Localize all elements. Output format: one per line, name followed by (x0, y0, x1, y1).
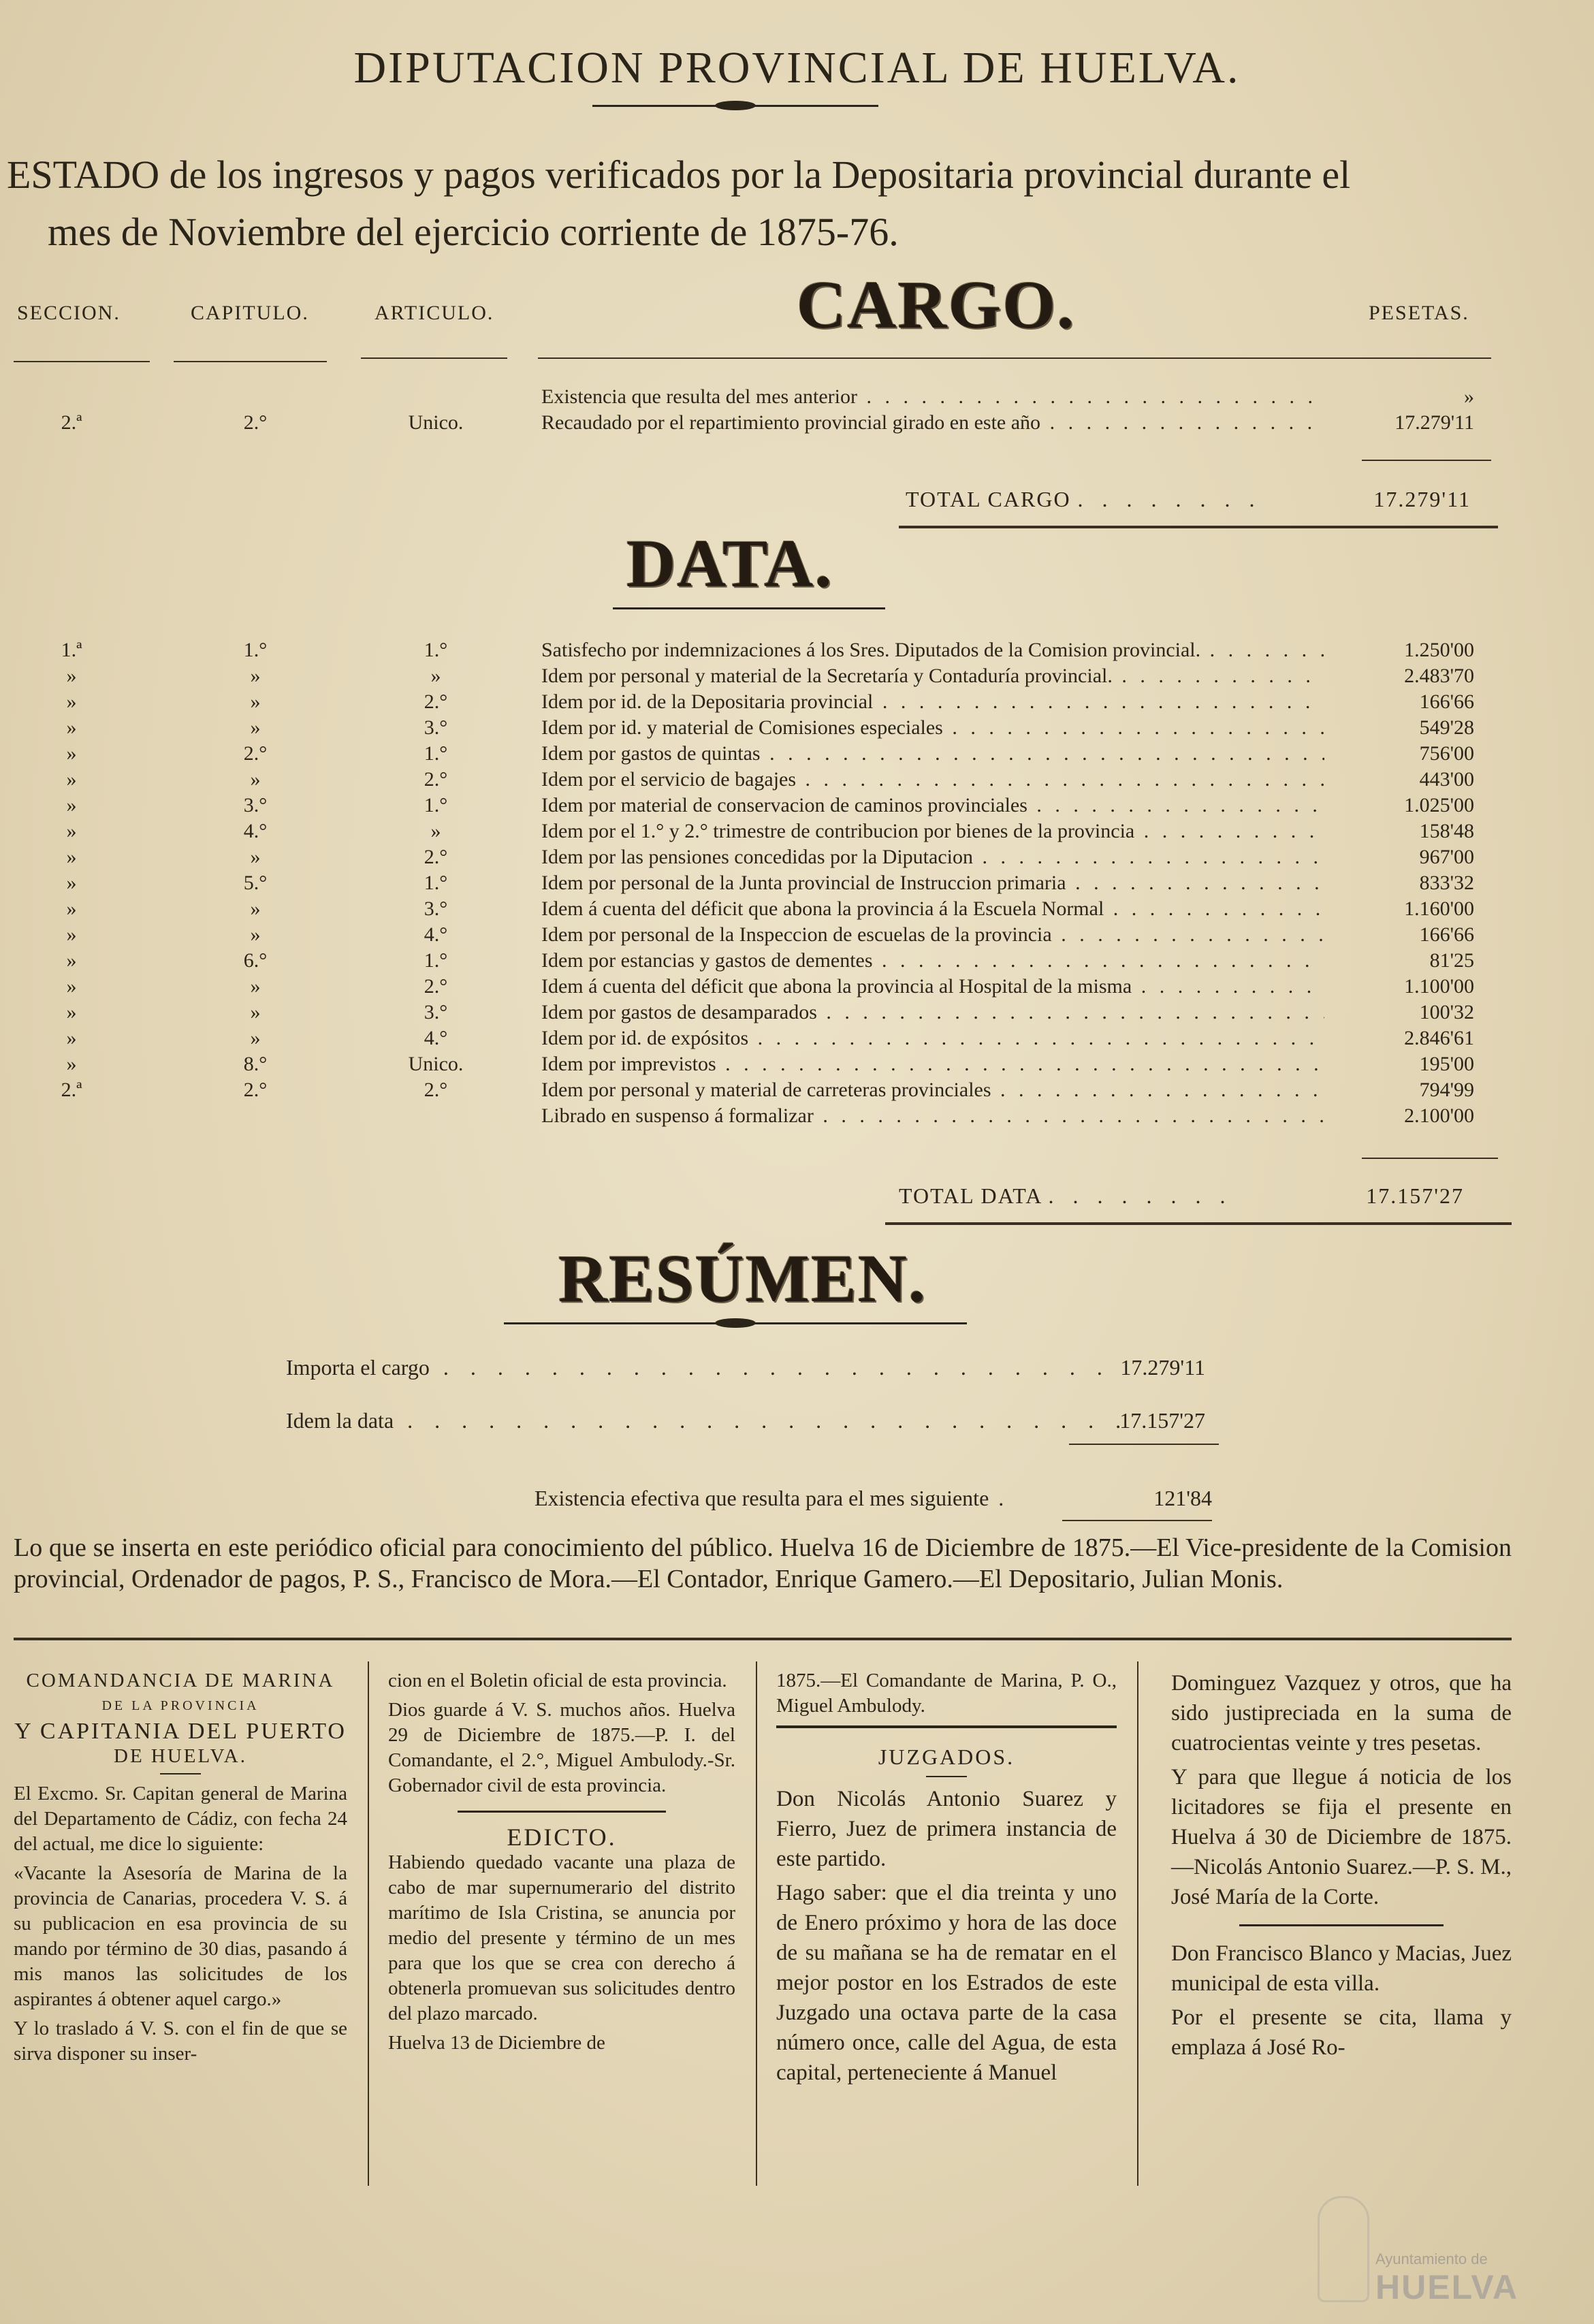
cell-importe: 166'66 (1419, 690, 1474, 713)
cell-importe: 158'48 (1419, 820, 1474, 842)
cell-concepto: Idem á cuenta del déficit que abona la provincia á la Escuela Normal . . . (541, 897, 1324, 921)
cell-importe: 1.025'00 (1404, 794, 1474, 816)
col-header-pesetas: PESETAS. (1369, 302, 1469, 324)
cell-seccion: » (66, 1001, 77, 1023)
cell-capitulo: » (250, 716, 261, 739)
cell-capitulo: » (250, 768, 261, 791)
col1-paragraph: «Vacante la Asesoría de Marina de la provincia de Canarias, procedera V. S. á su publicacion en esa provincia de su mando por término de 30 dias, pasando á mis manos las solicitudes de los aspirantes á obtener aquel cargo.» (14, 1862, 347, 2010)
cell-importe: 2.100'00 (1404, 1104, 1474, 1127)
cell-seccion: » (66, 923, 77, 946)
cell-seccion: 2.ª (61, 411, 82, 434)
data-ornament (613, 605, 885, 611)
cell-importe: 195'00 (1419, 1053, 1474, 1075)
col3-paragraph: Hago saber: que el dia treinta y uno de Enero próximo y hora de las doce de su mañana se ha de rematar en el mejor postor en los Estrados de este Juzgado una octava parte de la casa número once, calle del Agua, de esta capital, perteneciente á Manuel (776, 1881, 1117, 2085)
resumen-heading: RESÚMEN. (558, 1241, 927, 1316)
col2-paragraph: cion en el Boletin oficial de esta provincia. (388, 1670, 727, 1691)
resumen-ornament (504, 1320, 967, 1326)
cell-articulo: 4.° (424, 1027, 448, 1049)
cell-capitulo: 6.° (243, 949, 268, 972)
cell-importe: 2.483'70 (1404, 665, 1474, 687)
cell-seccion: 1.ª (61, 639, 82, 661)
col4-paragraph: Don Francisco Blanco y Macias, Juez municipal de esta villa. (1171, 1941, 1512, 1996)
cell-seccion: » (66, 897, 77, 920)
cell-articulo: 1.° (424, 949, 448, 972)
table-row (0, 897, 1594, 923)
cell-seccion: » (66, 794, 77, 816)
cell-capitulo: 4.° (243, 820, 268, 842)
table-row (0, 716, 1594, 742)
cell-concepto: Librado en suspenso á formalizar . . . (541, 1104, 1324, 1128)
intro-line-1: ESTADO de los ingresos y pagos verificados por la Depositaria provincial durante el (7, 153, 1351, 197)
col-header-seccion: SECCION. (17, 302, 121, 324)
cell-importe: 166'66 (1419, 923, 1474, 946)
edicto-heading: EDICTO. (507, 1824, 617, 1851)
rule (361, 357, 507, 359)
cell-importe: 1.160'00 (1404, 897, 1474, 920)
cell-articulo: » (430, 820, 441, 842)
cell-articulo: 1.° (424, 742, 448, 765)
table-row (0, 820, 1594, 846)
rule (1062, 1520, 1212, 1521)
cell-concepto: Idem por gastos de quintas . . . (541, 742, 1324, 765)
column-marina (14, 1668, 347, 2071)
col-header-articulo: ARTICULO. (374, 302, 494, 324)
cell-seccion: » (66, 665, 77, 687)
cell-articulo: » (430, 665, 441, 687)
rule (538, 357, 1437, 359)
resumen-existencia-label: Existencia efectiva que resulta para el mes siguiente (535, 1486, 989, 1510)
column-juzgado-municipal (1171, 1668, 1512, 2067)
cell-seccion: » (66, 768, 77, 791)
resumen-data-value: 17.157'27 (1119, 1408, 1205, 1433)
cell-importe: 549'28 (1419, 716, 1474, 739)
cell-seccion: » (66, 1053, 77, 1075)
cell-concepto: Idem por id. de la Depositaria provincial . . . (541, 690, 1324, 714)
col3-paragraph: 1875.—El Comandante de Marina, P. O., Miguel Ambulody. (776, 1670, 1117, 1717)
page-title: DIPUTACION PROVINCIAL DE HUELVA. (353, 43, 1241, 93)
cell-seccion: 2.ª (61, 1079, 82, 1101)
cell-capitulo: » (250, 1027, 261, 1049)
cell-articulo: 3.° (424, 897, 448, 920)
cell-importe: 2.846'61 (1404, 1027, 1474, 1049)
col2-paragraph: Huelva 13 de Diciembre de (388, 2032, 605, 2054)
col1-head4: DE HUELVA. (114, 1745, 247, 1767)
rule (1362, 1158, 1498, 1159)
cargo-total-label: TOTAL CARGO (906, 487, 1071, 511)
table-row (0, 794, 1594, 820)
resumen-data-label: Idem la data (286, 1408, 394, 1433)
cell-articulo: 2.° (424, 1079, 448, 1101)
cell-importe: 1.100'00 (1404, 975, 1474, 998)
data-heading: DATA. (626, 526, 833, 601)
data-total-value: 17.157'27 (1366, 1183, 1464, 1208)
col-header-capitulo: CAPITULO. (191, 302, 309, 324)
cell-capitulo: 5.° (243, 872, 268, 894)
intro-paragraph (0, 146, 1539, 261)
cell-capitulo: 2.° (243, 411, 268, 434)
cell-concepto: Idem por el servicio de bagajes . . . (541, 768, 1324, 791)
table-row (0, 411, 1594, 437)
rule (1069, 1444, 1219, 1445)
table-row (0, 872, 1594, 897)
table-row (0, 690, 1594, 716)
table-row (0, 742, 1594, 768)
col2-paragraph: Habiendo quedado vacante una plaza de cabo de mar supernumerario del distrito marítimo de Isla Cristina, se anuncia por medio del presente y término de un mes para que los que se crea con derecho á obtenerla promuevan sus solicitudes dentro del plazo marcado. (388, 1851, 735, 2024)
cell-importe: 794'99 (1419, 1079, 1474, 1101)
cell-articulo: 4.° (424, 923, 448, 946)
cell-concepto: Existencia que resulta del mes anterior . . . (541, 385, 1324, 409)
cell-articulo: 2.° (424, 975, 448, 998)
cell-articulo: Unico. (408, 411, 464, 434)
cell-articulo: 1.° (424, 794, 448, 816)
cell-capitulo: » (250, 846, 261, 868)
cell-capitulo: » (250, 923, 261, 946)
data-total: TOTAL DATA . . . . . . . . 17.157'27 (899, 1183, 1464, 1208)
table-row (0, 768, 1594, 794)
table-row (0, 975, 1594, 1001)
cell-concepto: Idem por personal de la Junta provincial de Instruccion primaria . . . (541, 872, 1324, 895)
closing-paragraph: Lo que se inserta en este periódico oficial para conocimiento del público. Huelva 16 de Diciembre de 1875.—El Vice-presidente de la Comision provincial, Ordenador de pagos, P. S., Francisco de Mora.—El Contador, Enrique Gamero.—El Depositario, Julian Monis. (14, 1533, 1512, 1593)
cell-articulo: 2.° (424, 846, 448, 868)
cell-concepto: Idem por personal y material de la Secretaría y Contaduría provincial. . . . (541, 665, 1324, 688)
cell-articulo: 2.° (424, 768, 448, 791)
cell-articulo: 2.° (424, 690, 448, 713)
cell-capitulo: 8.° (243, 1053, 268, 1075)
rule (1362, 460, 1491, 461)
col4-paragraph: Dominguez Vazquez y otros, que ha sido justipreciada en la suma de cuatrocientas veinte y tres pesetas. (1171, 1671, 1512, 1755)
table-row (0, 385, 1594, 411)
column-divider (756, 1661, 757, 2186)
cell-concepto: Idem por el 1.° y 2.° trimestre de contribucion por bienes de la provincia . . . (541, 820, 1324, 843)
cell-concepto: Idem por gastos de desamparados . . . (541, 1001, 1324, 1024)
resumen-existencia-value: 121'84 (1153, 1486, 1212, 1510)
resumen-data-row: Idem la data . . . . . . . . . . . . . . . . . . . . . . . . . . . (286, 1408, 1130, 1433)
cell-importe: 967'00 (1419, 846, 1474, 868)
rule (14, 1638, 1512, 1640)
cell-capitulo: » (250, 690, 261, 713)
table-row (0, 639, 1594, 665)
col1-head1: COMANDANCIA DE MARINA (26, 1670, 335, 1691)
cell-seccion: » (66, 820, 77, 842)
rule (14, 361, 150, 362)
table-row (0, 1001, 1594, 1027)
table-row (0, 1027, 1594, 1053)
column-edicto (388, 1668, 735, 2060)
cargo-heading: CARGO. (797, 267, 1076, 343)
cell-capitulo: » (250, 665, 261, 687)
col1-paragraph: El Excmo. Sr. Capitan general de Marina del Departamento de Cádiz, con fecha 24 del actual, me dice lo siguiente: (14, 1783, 347, 1855)
col1-paragraph: Y lo traslado á V. S. con el fin de que se sirva disponer su inser- (14, 2018, 347, 2065)
cell-importe: 1.250'00 (1404, 639, 1474, 661)
resumen-cargo-value: 17.279'11 (1120, 1355, 1205, 1380)
table-row (0, 923, 1594, 949)
cell-importe: 833'32 (1419, 872, 1474, 894)
resumen-cargo-row: Importa el cargo . . . . . . . . . . . . . . . . . . . . . . . . . (286, 1355, 1111, 1380)
coat-of-arms-icon (1318, 2196, 1369, 2302)
cell-importe: 81'25 (1429, 949, 1474, 972)
cell-concepto: Idem por imprevistos . . . (541, 1053, 1324, 1076)
col4-paragraph: Y para que llegue á noticia de los licitadores se fija el presente en Huelva á 30 de Diciembre de 1875.—Nicolás Antonio Suarez.—P. S. M., José María de la Corte. (1171, 1765, 1512, 1909)
table-row (0, 846, 1594, 872)
column-juzgados (776, 1668, 1117, 2092)
cell-seccion: » (66, 690, 77, 713)
cell-capitulo: » (250, 897, 261, 920)
rule (1362, 357, 1491, 359)
cell-articulo: 3.° (424, 716, 448, 739)
table-row (0, 949, 1594, 975)
cell-concepto: Idem por id. y material de Comisiones especiales . . . (541, 716, 1324, 739)
cell-seccion: » (66, 1027, 77, 1049)
cell-articulo: 3.° (424, 1001, 448, 1023)
cell-seccion: » (66, 846, 77, 868)
cargo-total: TOTAL CARGO . . . . . . . . 17.279'11 (906, 487, 1471, 511)
cell-capitulo: 3.° (243, 794, 268, 816)
col2-paragraph: Dios guarde á V. S. muchos años. Huelva 29 de Diciembre de 1875.—P. I. del Comandante, el 2.°, Miguel Ambulody.-Sr. Gobernador civil de esta provincia. (388, 1699, 735, 1796)
cell-capitulo: 2.° (243, 742, 268, 765)
cell-concepto: Idem á cuenta del déficit que abona la provincia al Hospital de la misma . . . (541, 975, 1324, 998)
juzgados-heading: JUZGADOS. (878, 1745, 1015, 1769)
cell-concepto: Idem por material de conservacion de caminos provinciales . . . (541, 794, 1324, 817)
cell-importe: 756'00 (1419, 742, 1474, 765)
cell-concepto: Recaudado por el repartimiento provincial girado en este año . . . (541, 411, 1324, 434)
cell-concepto: Idem por estancias y gastos de dementes . . . (541, 949, 1324, 972)
intro-line-2: mes de Noviembre del ejercicio corriente de 1875-76. (48, 210, 899, 254)
cargo-total-value: 17.279'11 (1373, 487, 1471, 511)
cell-capitulo: » (250, 1001, 261, 1023)
resumen-existencia-row: Existencia efectiva que resulta para el mes siguiente . (535, 1486, 1008, 1510)
cell-articulo: Unico. (408, 1053, 464, 1075)
rule (885, 1222, 1512, 1225)
col3-paragraph: Don Nicolás Antonio Suarez y Fierro, Juez de primera instancia de este partido. (776, 1787, 1117, 1871)
table-row (0, 1053, 1594, 1079)
watermark-line-2: HUELVA (1375, 2268, 1519, 2306)
cell-importe: 443'00 (1419, 768, 1474, 791)
table-row (0, 1079, 1594, 1104)
cell-seccion: » (66, 949, 77, 972)
cell-capitulo: 1.° (243, 639, 268, 661)
table-row (0, 665, 1594, 690)
rule (899, 526, 1498, 528)
cell-concepto: Idem por personal y material de carreteras provinciales . . . (541, 1079, 1324, 1102)
cell-articulo: 1.° (424, 872, 448, 894)
col1-head2: DE LA PROVINCIA (101, 1698, 259, 1713)
cell-seccion: » (66, 975, 77, 998)
col4-paragraph: Por el presente se cita, llama y emplaza á José Ro- (1171, 2005, 1512, 2060)
cell-seccion: » (66, 716, 77, 739)
table-row (0, 1104, 1594, 1130)
watermark-line-1: Ayuntamiento de (1375, 2250, 1488, 2267)
cell-capitulo: » (250, 975, 261, 998)
data-total-label: TOTAL DATA (899, 1183, 1042, 1208)
cell-concepto: Satisfecho por indemnizaciones á los Sres. Diputados de la Comision provincial. . . . (541, 639, 1324, 662)
cell-importe: 100'32 (1419, 1001, 1474, 1023)
cell-seccion: » (66, 872, 77, 894)
resumen-cargo-label: Importa el cargo (286, 1355, 430, 1380)
column-divider (1137, 1661, 1138, 2186)
cell-concepto: Idem por personal de la Inspeccion de escuelas de la provincia . . . (541, 923, 1324, 946)
cell-concepto: Idem por las pensiones concedidas por la Diputacion . . . (541, 846, 1324, 869)
cell-articulo: 1.° (424, 639, 448, 661)
rule (174, 361, 327, 362)
title-ornament (592, 102, 878, 109)
column-divider (368, 1661, 369, 2186)
col1-head3: Y CAPITANIA DEL PUERTO (14, 1719, 347, 1744)
cell-concepto: Idem por id. de expósitos . . . (541, 1027, 1324, 1050)
cell-importe: » (1464, 385, 1474, 408)
cell-capitulo: 2.° (243, 1079, 268, 1101)
cell-importe: 17.279'11 (1394, 411, 1474, 434)
cell-seccion: » (66, 742, 77, 765)
